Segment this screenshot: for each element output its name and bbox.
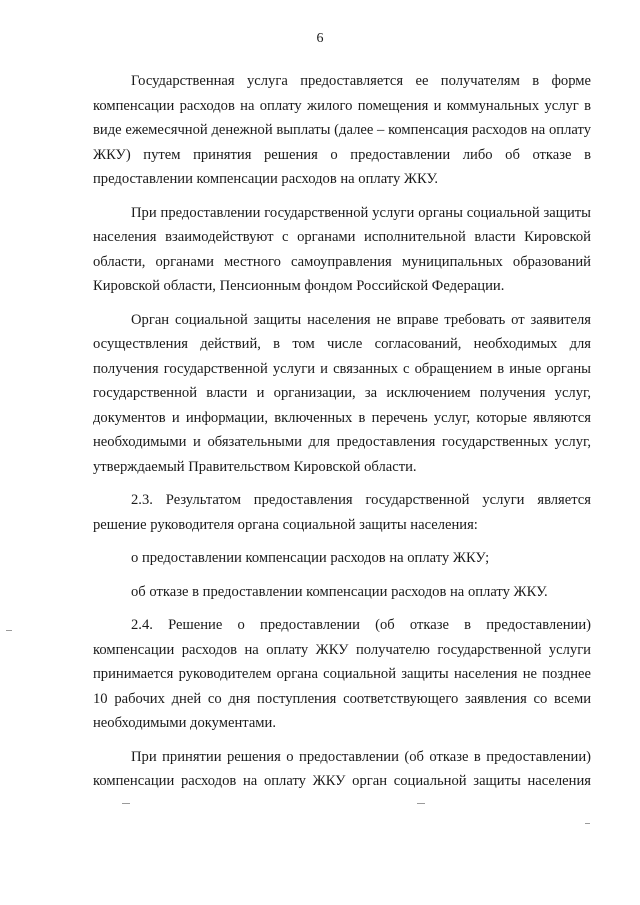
paragraph-result: 2.3. Результатом предоставления государственной услуги является решение руководителя органа социальной защиты населения:: [93, 492, 591, 533]
paragraph-result-option-refuse: об отказе в предоставлении компенсации расходов на оплату ЖКУ.: [131, 583, 548, 600]
paragraph-interaction: При предоставлении государственной услуги органы социальной защиты населения взаимодействуют с органами исполнительной власти Кировской области, органами местного самоуправления муниципальных образований Кировской области, Пенсионным фондом Российской Федерации.: [93, 204, 591, 294]
paragraph-requirements: Орган социальной защиты населения не вправе требовать от заявителя осуществления действий, в том числе согласований, необходимых для получения государственной услуги и связанных с обращением в иные органы государственной власти и организации, за исключением получения услуг, документов и информации, включенных в перечень услуг, которые являются необходимыми и обязательными для предоставления государственных услуг, утверждаемый Правительством Кировской области.: [93, 311, 591, 475]
document-body: [93, 69, 591, 794]
paragraph-result-option-grant: о предоставлении компенсации расходов на оплату ЖКУ;: [131, 550, 490, 566]
scan-artifact-bottom-right: [585, 823, 590, 824]
scan-artifact-bottom-left: [122, 803, 130, 804]
scan-artifact-left: [6, 630, 12, 631]
scan-artifact-bottom-center: [417, 803, 425, 804]
paragraph-service-form: Государственная услуга предоставляется ее получателям в форме компенсации расходов на оплату жилого помещения и коммунальных услуг в виде ежемесячной денежной выплаты (далее – компенсация расходов на оплату ЖКУ) путем принятия решения о предоставлении либо об отказе в предоставлении компенсации расходов на оплату ЖКУ.: [93, 73, 591, 187]
paragraph-decision-deadline: 2.4. Решение о предоставлении (об отказе в предоставлении) компенсации расходов на оплату ЖКУ получателю государственной услуги принимается руководителем органа социальной защиты населения не позднее 10 рабочих дней со дня поступления соответствующего заявления со всеми необходимыми документами.: [93, 617, 591, 731]
paragraph-decision-continued: При принятии решения о предоставлении (об отказе в предоставлении) компенсации расходов на оплату ЖКУ орган социальной защиты населения: [93, 748, 591, 789]
page-number: 6: [316, 31, 324, 46]
